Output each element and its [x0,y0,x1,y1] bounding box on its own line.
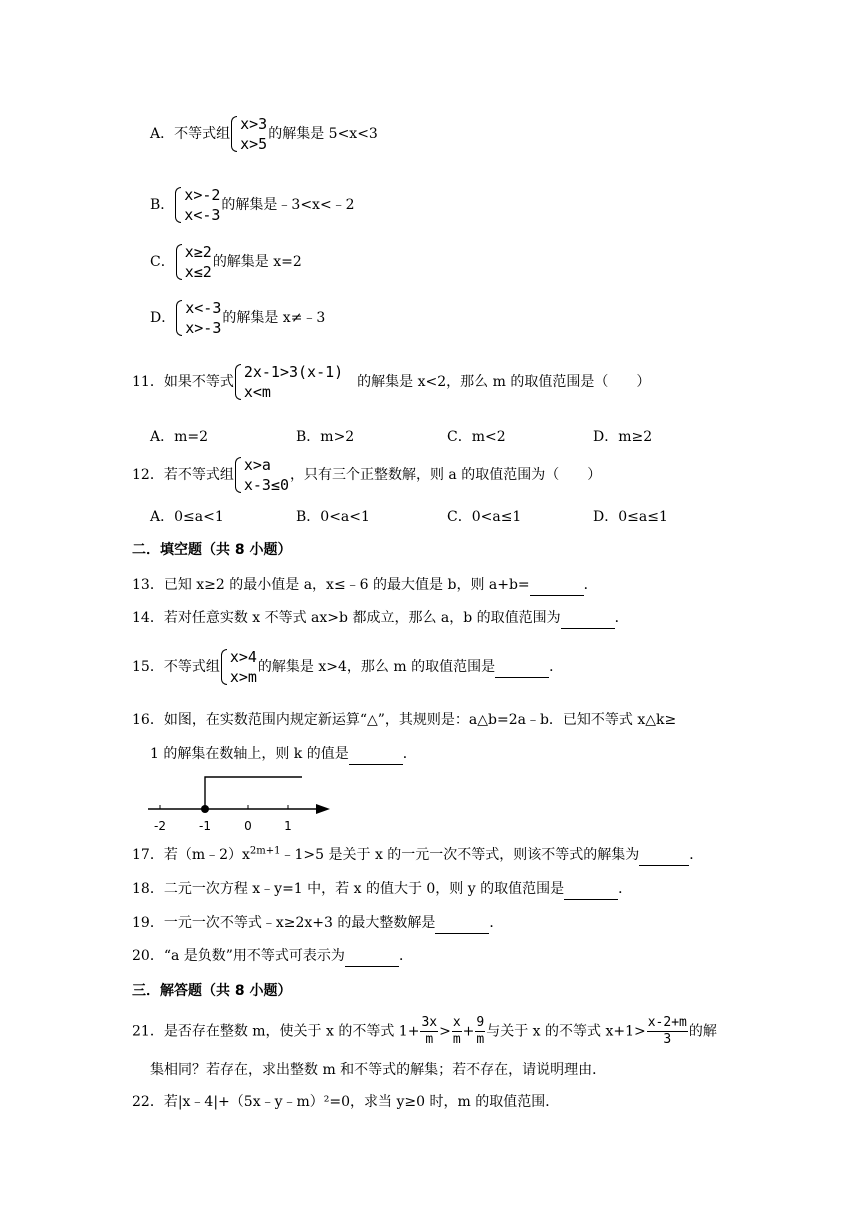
question-11: 11．如果不等式 2x-1>3(x-1) x<m 的解集是 x<2，那么 m 的取值范围是（ ） [132,363,651,401]
answer-blank[interactable] [495,657,549,678]
number-line-figure [148,772,338,834]
q11-option-b: B．m>2 [296,429,355,445]
answer-blank[interactable] [435,913,489,934]
answer-blank[interactable] [564,879,618,900]
inequality-system: x>3 x>5 [231,114,267,154]
question-13: 13．已知 x≥2 的最小值是 a，x≤﹣6 的最大值是 b，则 a+b= ． [132,575,598,596]
answer-blank[interactable] [345,946,399,967]
q12-option-a: A．0≤a<1 [150,509,224,525]
inequality-system: x<-3 x>-3 [176,298,221,338]
inequality-system: x>-2 x<-3 [175,185,220,225]
q12-option-c: C．0<a≤1 [447,509,522,525]
option-10d: D． x<-3 x>-3 的解集是 x≠﹣3 [150,299,326,337]
question-12: 12．若不等式组 x>a x-3≤0 ，只有三个正整数解，则 a 的取值范围为（ ） [132,456,602,494]
answer-blank[interactable] [561,608,615,629]
inequality-system: x>a x-3≤0 [235,455,289,495]
tick-label: -1 [199,819,211,833]
q12-option-b: B．0<a<1 [296,509,370,525]
question-22: 22．若|x﹣4|+（5x﹣y﹣m）²=0，求当 y≥0 时，m 的取值范围． [132,1094,560,1110]
q11-option-c: C．m<2 [447,429,506,445]
inequality-system: x≥2 x≤2 [176,242,212,282]
inequality-system: 2x-1>3(x-1) x<m [235,362,343,402]
section-heading-answer: 三．解答题（共 8 小题） [132,983,292,999]
q12-option-d: D．0≤a≤1 [593,509,668,525]
question-21-line1: 21．是否存在整数 m，使关于 x 的不等式 1+ $\frac{3x}{m}$ > $\frac{x}{m}$ + $\frac{9}{m}$ 与关于 x 的不等式 x+1> $\frac{x-2+m}{3}$ 的解 [132,1015,717,1047]
question-18: 18．二元一次方程 x﹣y=1 中，若 x 的值大于 0，则 y 的取值范围是 ． [132,879,632,900]
solid-point [201,805,209,813]
tick-label: 1 [284,819,292,833]
question-19: 19．一元一次不等式﹣x≥2x+3 的最大整数解是 ． [132,913,503,934]
fraction: $\frac{3x}{m}$ [421,1015,438,1047]
fraction: $\frac{x-2+m}{3}$ [647,1015,687,1047]
answer-blank[interactable] [639,845,689,866]
q11-option-d: D．m≥2 [593,429,653,445]
question-17: 17．若$(m﹣2)x^{2m+1}﹣1>5$ 是关于 x 的一元一次不等式，则该不等式的解集为 ． [132,845,703,866]
arrow-icon [316,804,330,814]
fraction: $\frac{x}{m}$ [452,1015,461,1047]
option-10a: A．不等式组 x>3 x>5 的解集是 5<x<3 [150,115,378,153]
option-10b: B． x>-2 x<-3 的解集是﹣3<x<﹣2 [150,186,355,224]
option-10c: C． x≥2 x≤2 的解集是 x=2 [150,243,302,281]
question-20: 20．“a 是负数”用不等式可表示为 ． [132,946,413,967]
tick-label: 0 [244,819,252,833]
question-16-line2: 1 的解集在数轴上，则 k 的值是 ． [150,744,417,765]
question-14: 14．若对任意实数 x 不等式 ax>b 都成立，那么 a，b 的取值范围为 ． [132,608,629,629]
section-heading-fill-in: 二．填空题（共 8 小题） [132,542,292,558]
fraction: $\frac{9}{m}$ [476,1015,485,1047]
answer-blank[interactable] [530,575,584,596]
tick-label: -2 [154,819,166,833]
inequality-system: x>4 x>m [221,647,257,687]
solution-ray [205,777,302,809]
q11-option-a: A．m=2 [150,429,209,445]
question-21-line2: 集相同？若存在，求出整数 m 和不等式的解集；若不存在，请说明理由． [150,1062,607,1078]
question-16-line1: 16．如图，在实数范围内规定新运算“△”，其规则是：a△b=2a﹣b．已知不等式 x△k≥ [132,712,677,728]
answer-blank[interactable] [349,744,403,765]
question-15: 15．不等式组 x>4 x>m 的解集是 x>4，那么 m 的取值范围是 ． [132,648,564,686]
